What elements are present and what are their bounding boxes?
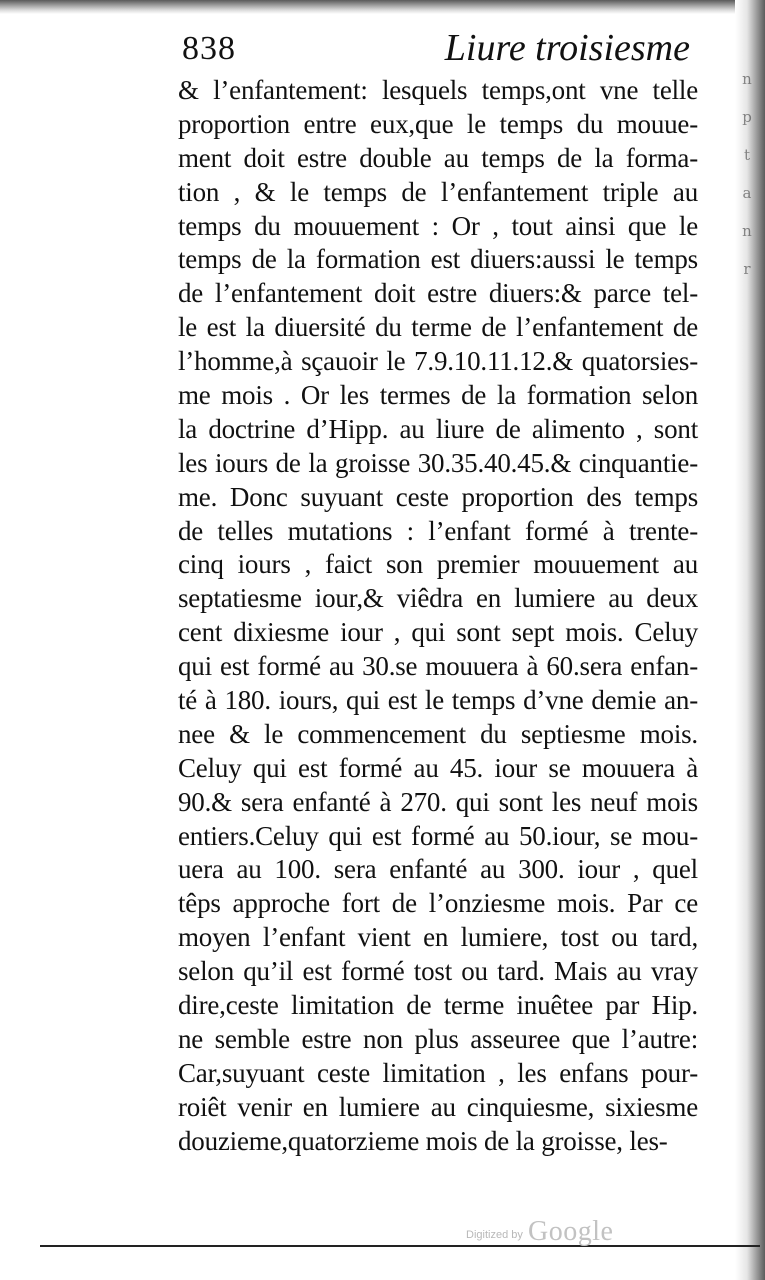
text-line: cinq iours , faict son premier mouuement au	[178, 549, 698, 580]
text-line: dire,ceste limitation de terme inuêtee par Hip.	[178, 990, 698, 1021]
margin-bleed-marks	[738, 60, 756, 288]
text-line: la doctrine d’Hipp. au liure de alimento , sont	[178, 413, 698, 444]
text-line: ment doit estre double au temps de la forma-	[178, 142, 698, 173]
margin-mark: r	[743, 260, 751, 278]
text-line: cent dixiesme iour , qui sont sept mois. Celuy	[178, 617, 698, 648]
text-line: proportion entre eux,que le temps du mouue-	[178, 108, 698, 139]
text-line: temps du mouuement : Or , tout ainsi que le	[178, 210, 698, 241]
text-line: les iours de la groisse 30.35.40.45.& cinquantie-	[178, 447, 698, 478]
margin-mark: n	[742, 222, 752, 240]
text-line: me. Donc suyuant ceste proportion des temps	[178, 481, 698, 512]
running-head: Liure troisiesme	[444, 27, 690, 69]
text-line: le est la diuersité du terme de l’enfantement de	[178, 312, 698, 343]
margin-mark: a	[742, 184, 752, 202]
body-text	[178, 74, 698, 1159]
text-line: de l’enfantement doit estre diuers:& parce tel-	[178, 278, 698, 309]
text-line: douzieme,quatorzieme mois de la groisse, les-	[178, 1125, 668, 1156]
page-header	[182, 26, 698, 70]
text-line: té à 180. iours, qui est le temps d’vne demie an-	[178, 685, 698, 716]
top-scan-edge	[0, 0, 765, 14]
text-line: uera au 100. sera enfanté au 300. iour , quel	[178, 854, 698, 885]
text-line: ne semble estre non plus asseuree que l’autre:	[178, 1023, 698, 1054]
text-line: selon qu’il est formé tost ou tard. Mais au vray	[178, 956, 698, 987]
text-line: septatiesme iour,& viêdra en lumiere au deux	[178, 583, 698, 614]
text-line: tion , & le temps de l’enfantement triple au	[178, 176, 698, 207]
digitized-footer	[466, 1218, 626, 1248]
text-line: Car,suyuant ceste limitation , les enfans pour-	[178, 1057, 698, 1088]
google-logo: Google	[528, 1216, 614, 1247]
text-line: de telles mutations : l’enfant formé à trente-	[178, 515, 698, 546]
digitized-by-label: Digitized by	[466, 1229, 523, 1241]
text-line: qui est formé au 30.se mouuera à 60.sera enfan-	[178, 651, 698, 682]
text-line: 90.& sera enfanté à 270. qui sont les neuf mois	[178, 786, 698, 817]
text-line: Celuy qui est formé au 45. iour se mouuera à	[178, 752, 698, 783]
text-line: entiers.Celuy qui est formé au 50.iour, se mou-	[178, 820, 698, 851]
text-line: l’homme,à sçauoir le 7.9.10.11.12.& quatorsies-	[178, 346, 698, 377]
text-line: & l’enfantement: lesquels temps,ont vne telle	[178, 75, 698, 105]
text-line: me mois . Or les termes de la formation selon	[178, 380, 698, 411]
margin-mark: p	[742, 108, 752, 126]
text-line: moyen l’enfant vient en lumiere, tost ou tard,	[178, 922, 698, 953]
text-line: roiêt venir en lumiere au cinquiesme, sixiesme	[178, 1091, 698, 1122]
margin-mark: n	[742, 70, 752, 88]
bottom-scan-line	[40, 1245, 760, 1247]
text-line: têps approche fort de l’onziesme mois. Par ce	[178, 888, 698, 919]
text-line: nee & le commencement du septiesme mois.	[178, 718, 698, 749]
text-line: temps de la formation est diuers:aussi le temps	[178, 244, 698, 275]
page-number: 838	[182, 30, 236, 67]
margin-mark: t	[743, 146, 751, 164]
